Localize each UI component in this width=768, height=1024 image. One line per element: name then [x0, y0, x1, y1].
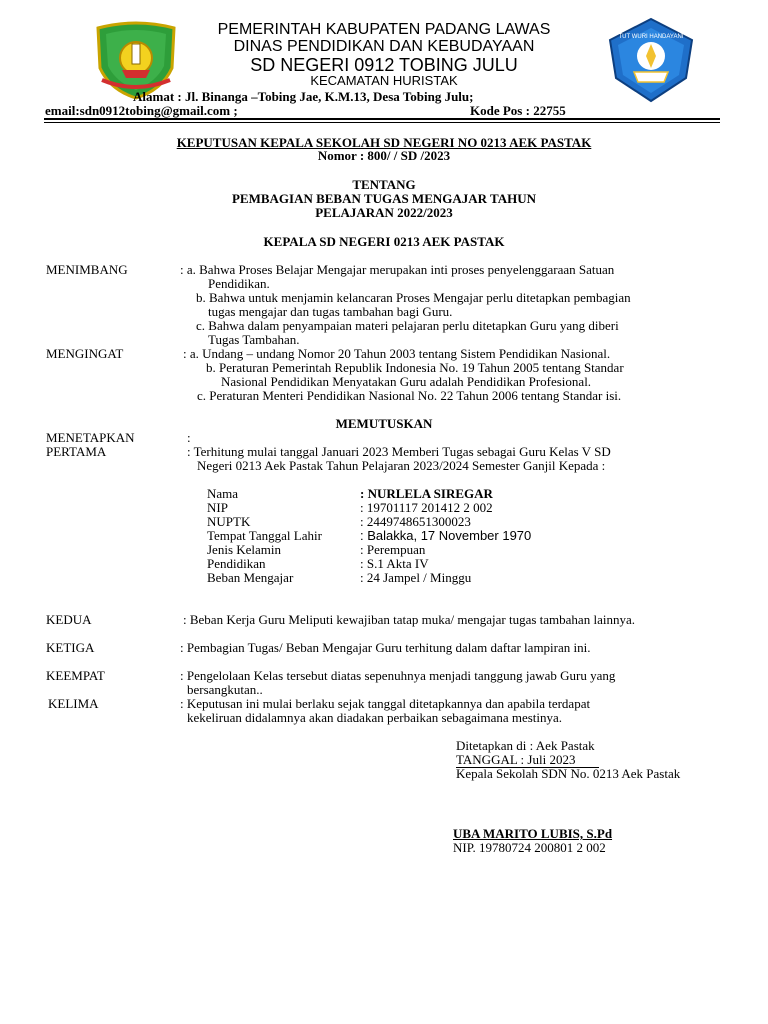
teacher-nuptk-label: NUPTK	[207, 514, 251, 529]
letterhead-department: DINAS PENDIDIKAN DAN KEBUDAYAAN	[233, 38, 535, 55]
teacher-gender-value: : Perempuan	[360, 542, 426, 557]
signatory-name: UBA MARITO LUBIS, S.Pd	[453, 826, 613, 841]
ketiga-text: : Pembagian Tugas/ Beban Mengajar Guru terhitung dalam daftar lampiran ini.	[180, 640, 591, 655]
signature-position: Kepala Sekolah SDN No. 0213 Aek Pastak	[456, 766, 681, 781]
menetapkan-colon: :	[187, 430, 191, 445]
mengingat-c: c. Peraturan Menteri Pendidikan Nasional No. 22 Tahun 2006 tentang Standar isi.	[197, 388, 622, 403]
mengingat-a: : a. Undang – undang Nomor 20 Tahun 2003 tentang Sistem Pendidikan Nasional.	[183, 346, 611, 361]
kedua-label: KEDUA	[46, 612, 92, 627]
keempat-line1: : Pengelolaan Kelas tersebut diatas sepenuhnya menjadi tanggung jawab Guru yang	[180, 668, 616, 683]
pertama-line2: Negeri 0213 Aek Pastak Tahun Pelajaran 2023/2024 Semester Ganjil Kepada :	[197, 458, 606, 473]
teacher-education-label: Pendidikan	[207, 556, 266, 571]
letterhead-school-name: SD NEGERI 0912 TOBING JULU	[250, 55, 518, 75]
logo-caption: TUT WURI HANDAYANI	[618, 34, 684, 40]
mengingat-b-line1: b. Peraturan Pemerintah Republik Indonesia No. 19 Tahun 2005 tentang Standar	[206, 360, 624, 375]
letterhead-district: KECAMATAN HURISTAK	[310, 73, 458, 88]
mengingat-b-line2: Nasional Pendidikan Menyatakan Guru adalah Pendidikan Profesional.	[221, 374, 592, 389]
letterhead-address: Alamat : Jl. Binanga –Tobing Jae, K.M.13, Desa Tobing Julu;	[133, 89, 474, 104]
decree-issuer: KEPALA SD NEGERI 0213 AEK PASTAK	[263, 234, 505, 249]
signature-place: Ditetapkan di : Aek Pastak	[456, 738, 595, 753]
teacher-birth-label: Tempat Tanggal Lahir	[207, 528, 322, 543]
teacher-nip-label: NIP	[207, 500, 228, 515]
menimbang-label: MENIMBANG	[46, 262, 128, 277]
teacher-name-value: : NURLELA SIREGAR	[360, 486, 493, 501]
letterhead-email: email:sdn0912tobing@gmail.com ;	[45, 103, 238, 118]
kelima-line2: kekeliruan didalamnya akan diadakan perbaikan sebagaimana mestinya.	[187, 710, 563, 725]
signatory-nip: NIP. 19780724 200801 2 002	[453, 840, 606, 855]
mengingat-label: MENGINGAT	[46, 346, 124, 361]
menimbang-c-line1: c. Bahwa dalam penyampaian materi pelajaran perlu ditetapkan Guru yang diberi	[196, 318, 619, 333]
pertama-label: PERTAMA	[46, 444, 107, 459]
teacher-load-label: Beban Mengajar	[207, 570, 294, 585]
letterhead-rule-thin	[44, 122, 720, 123]
kelima-label: KELIMA	[48, 696, 99, 711]
teacher-load-value: : 24 Jampel / Minggu	[360, 570, 472, 585]
letterhead-rule-thick	[44, 118, 720, 120]
menimbang-a-line1: : a. Bahwa Proses Belajar Mengajar merupakan inti proses penyelenggaraan Satuan	[180, 262, 615, 277]
kedua-text: : Beban Kerja Guru Meliputi kewajiban tatap muka/ mengajar tugas tambahan lainnya.	[183, 612, 635, 627]
kelima-line1: : Keputusan ini mulai berlaku sejak tanggal ditetapkannya dan apabila terdapat	[180, 696, 591, 711]
decree-subject-line1: PEMBAGIAN BEBAN TUGAS MENGAJAR TAHUN	[231, 191, 537, 206]
letterhead-government: PEMERINTAH KABUPATEN PADANG LAWAS	[217, 21, 551, 38]
teacher-nip-value: : 19701117 201412 2 002	[360, 500, 493, 515]
decree-title: KEPUTUSAN KEPALA SEKOLAH SD NEGERI NO 0213 AEK PASTAK	[176, 135, 592, 150]
menetapkan-label: MENETAPKAN	[46, 430, 135, 445]
ketiga-label: KETIGA	[46, 640, 95, 655]
menimbang-a-line2: Pendidikan.	[208, 276, 270, 291]
letterhead-postcode: Kode Pos : 22755	[470, 103, 566, 118]
decree-subject-line2: PELAJARAN 2022/2023	[315, 205, 453, 220]
teacher-name-label: Nama	[207, 486, 239, 501]
teacher-nuptk-value: : 2449748651300023	[360, 514, 471, 529]
decree-number: Nomor : 800/ / SD /2023	[317, 148, 451, 163]
menimbang-b-line1: b. Bahwa untuk menjamin kelancaran Proses Mengajar perlu ditetapkan pembagian	[196, 290, 631, 305]
pertama-line1: : Terhitung mulai tanggal Januari 2023 Memberi Tugas sebagai Guru Kelas V SD	[187, 444, 611, 459]
teacher-education-value: : S.1 Akta IV	[360, 556, 429, 571]
menimbang-c-line2: Tugas Tambahan.	[208, 332, 300, 347]
teacher-gender-label: Jenis Kelamin	[207, 542, 282, 557]
keempat-label: KEEMPAT	[46, 668, 105, 683]
signature-date: TANGGAL : Juli 2023	[456, 753, 599, 768]
decree-about: TENTANG	[352, 177, 416, 192]
teacher-birth-value: : Balakka, 17 November 1970	[360, 528, 532, 543]
keempat-line2: bersangkutan..	[187, 682, 263, 697]
memutuskan-heading: MEMUTUSKAN	[335, 416, 433, 431]
menimbang-b-line2: tugas mengajar dan tugas tambahan bagi Guru.	[208, 304, 453, 319]
